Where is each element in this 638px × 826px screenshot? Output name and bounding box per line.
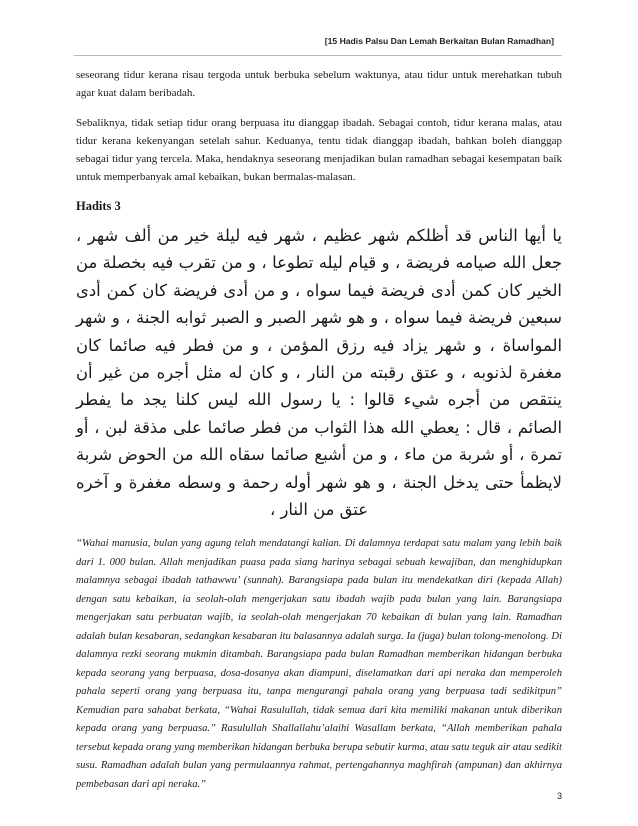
running-header: [15 Hadis Palsu Dan Lemah Berkaitan Bulan Ramadhan] <box>324 36 554 46</box>
hadith-arabic-text: يا أيها الناس قد أظلكم شهر عظيم ، شهر فيه ليلة خير من ألف شهر ، جعل الله صيامه فريضة ، و قيام ليله تطوعا ، و من تقرب فيه بخصلة من الخير كان كمن أدى فريضة فيما سواه ، و من أدى فريضة كان كمن أدى سبعين فريضة فيما سواه ، و هو شهر الصبر و الصبر ثوابه الجنة ، و شهر المواساة ، و شهر يزاد فيه رزق المؤمن ، و من فطر فيه صائما كان مغفرة لذنوبه ، و عتق رقبته من النار ، و كان له مثل أجره من غير أن ينتقص من أجره شيء قالوا : يا رسول الله ليس كلنا يجد ما يفطر الصائم ، قال : يعطي الله هذا الثواب من فطر صائما على مذقة لبن ، أو تمرة ، أو شربة من ماء ، و من أشبع صائما سقاه الله من الحوض شربة لايظمأ حتى يدخل الجنة ، و هو شهر أوله رحمة و وسطه مغفرة و آخره عتق من النار ، <box>76 226 562 520</box>
body-paragraph-2: Sebaliknya, tidak setiap tidur orang berpuasa itu dianggap ibadah. Sebagai contoh, tidur kerana malas, atau tidur kerana kekenyangan setelah sahur. Keduanya, tentu tidak dianggap ibadah, bahkan boleh dianggap sebagai tidur yang tercela. Maka, hendaknya seseorang menjadikan bulan ramadhan sebagai kesempatan baik untuk memperbanyak amal kebaikan, bukan bermalas-malasan. <box>76 117 562 183</box>
header-rule <box>74 55 562 56</box>
body-paragraph-1: seseorang tidur kerana risau tergoda untuk berbuka sebelum waktunya, atau tidur untuk merehatkan tubuh agar kuat dalam beribadah. <box>76 69 562 99</box>
hadith-heading: Hadits 3 <box>76 199 121 213</box>
hadith-translation: “Wahai manusia, bulan yang agung telah mendatangi kalian. Di dalamnya terdapat satu malam yang lebih baik dari 1. 000 bulan. Allah menjadikan puasa pada siang harinya sebagai sebuah kewajiban, dan menghidupkan malamnya sebagai ibadah tathawwu’ (sunnah). Barangsiapa pada bulan itu mendekatkan diri (kepada Allah) dengan satu kebaikan, ia seolah-olah mengerjakan satu ibadah wajib pada bulan yang lain. Barangsiapa mengerjakan satu perbuatan wajib, ia seolah-olah mengerjakan 70 kebaikan di bulan yang lain. Ramadhan adalah bulan kesabaran, sedangkan kesabaran itu balasannya adalah surga. Ia (juga) bulan tolong-menolong. Di dalamnya rezki seorang mukmin ditambah. Barangsiapa pada bulan Ramadhan memberikan hidangan berbuka kepada seorang yang berpuasa, dosa-dosanya akan diampuni, diselamatkan dari api neraka dan memperoleh pahala seperti orang yang berpuasa itu, tanpa mengurangi pahala orang yang berpuasa tadi sedikitpun” Kemudian para sahabat berkata, “Wahai Rasulullah, tidak semua dari kita memiliki makanan untuk diberikan kepada orang yang berpuasa.” Rasulullah Shallallahu’alaihi Wasallam berkata, “Allah memberikan pahala tersebut kepada orang yang memberikan hidangan berbuka berupa sebutir kurma, atau satu teguk air atau sedikit susu. Ramadhan adalah bulan yang permulaannya rahmat, pertengahannya maghfirah (ampunan) dan akhirnya pembebasan dari api neraka.” <box>76 538 562 790</box>
page-content <box>76 66 562 794</box>
page-number: 3 <box>556 791 562 801</box>
